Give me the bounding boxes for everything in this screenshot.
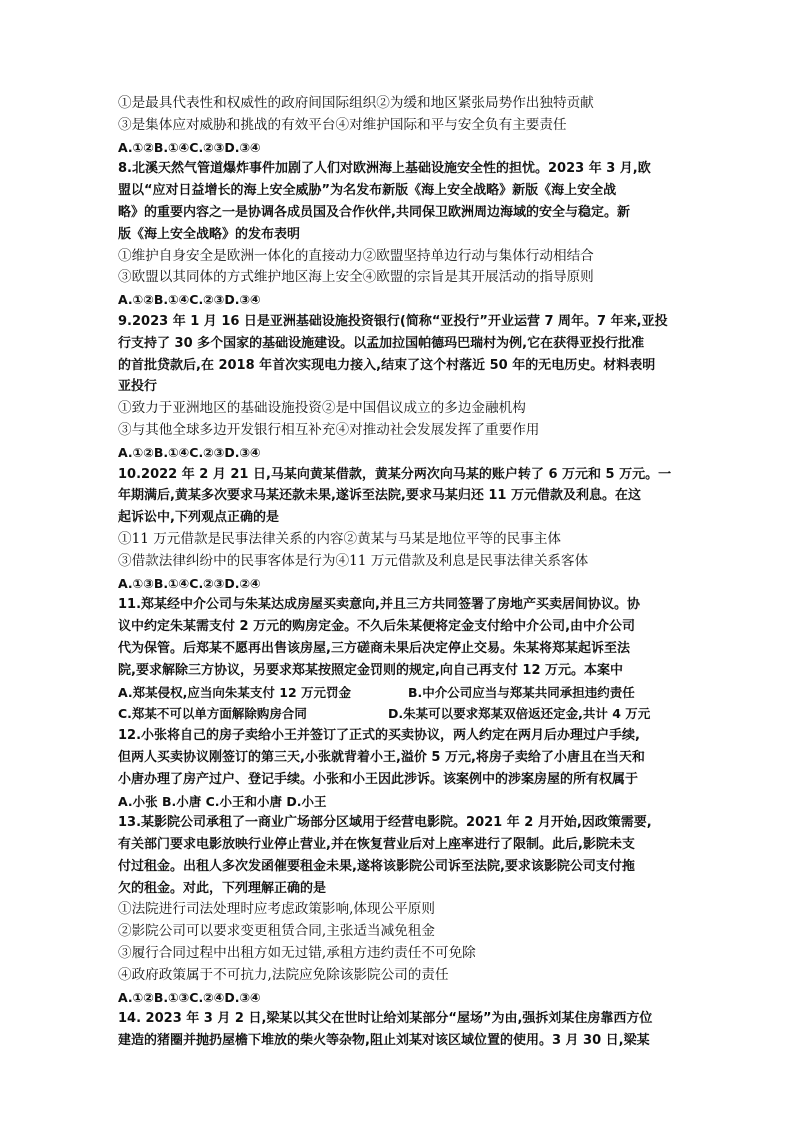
question-14: 14. 2023 年 3 月 2 日,梁某以其父在世时让给刘某部分“屋场”为由,强拆刘某住房靠西方位	[118, 1011, 653, 1027]
question-text: 议中约定朱某需支付 2 万元的购房定金。不久后朱某便将定金支付给中介公司,由中介公司	[118, 619, 636, 635]
question-12: 12.小张将自己的房子卖给小王并签订了正式的买卖协议，两人约定在两月后办理过户手续,	[118, 728, 640, 744]
option-line: ②影院公司可以要求变更租赁合同,主张适当减免租金	[118, 923, 435, 940]
question-text: 的首批贷款后,在 2018 年首次实现电力接入,结束了这个村落近 50 年的无电历史。材料表明	[118, 357, 656, 373]
option-row	[118, 703, 678, 725]
question-text: 建造的猪圈并抛扔屋檐下堆放的柴火等杂物,阻止刘某对该区域位置的使用。3 月 30 日,梁某	[118, 1033, 650, 1049]
option-line: ①11 万元借款是民事法律关系的内容②黄某与马某是地位平等的民事主体	[118, 530, 562, 547]
option-line: ③与其他全球多边开发银行相互补充④对推动社会发展发挥了重要作用	[118, 421, 540, 438]
question-text: 年期满后,黄某多次要求马某还款未果,遂诉至法院,要求马某归还 11 万元借款及利息。在这	[118, 488, 641, 504]
question-9: 9.2023 年 1 月 16 日是亚洲基础设施投资银行(简称“亚投行”开业运营 7 周年。7 年来,亚投	[118, 313, 668, 329]
question-text: 欠的租金。对此，下列理解正确的是	[118, 880, 327, 896]
answer-choices: A.小张 B.小唐 C.小王和小唐 D.小王	[118, 793, 327, 809]
option-a: A.郑某侵权,应当向朱某支付 12 万元罚金	[118, 684, 352, 700]
question-text: 盟以“应对日益增长的海上安全威胁”为名发布新版《海上安全战略》新版《海上安全战	[118, 183, 617, 199]
question-text: 行支持了 30 多个国家的基础设施建设。以孟加拉国帕德玛巴瑞村为例,它在获得亚投行批准	[118, 335, 645, 351]
answer-choices: A.①②B.①④C.②③D.③④	[118, 139, 261, 155]
answer-choices: A.①③B.①④C.②③D.②④	[118, 575, 261, 591]
option-line: ③履行合同过程中出租方如无过错,承租方违约责任不可免除	[118, 945, 476, 962]
option-line: ①是最具代表性和权威性的政府间国际组织②为缓和地区紧张局势作出独特贡献	[118, 95, 594, 111]
question-text: 院,要求解除三方协议，另要求郑某按照定金罚则的规定,向自己再支付 12 万元。本案中	[118, 662, 624, 678]
option-line: ③是集体应对威胁和挑战的有效平台④对维护国际和平与安全负有主要责任	[118, 116, 567, 133]
option-line: ③欧盟以其同体的方式维护地区海上安全④欧盟的宗旨是其开展活动的指导原则	[118, 269, 594, 286]
question-text: 小唐办理了房产过户、登记手续。小张和小王因此涉诉。该案例中的涉案房屋的所有权属于	[118, 771, 639, 787]
question-11: 11.郑某经中介公司与朱某达成房屋买卖意向,并且三方共同签署了房地产买卖居间协议。协	[118, 597, 640, 613]
exam-questions	[118, 93, 678, 1052]
question-text: 代为保管。后郑某不愿再出售该房屋,三方磋商未果后决定停止交易。朱某将郑某起诉至法	[118, 640, 630, 656]
question-text: 亚投行	[118, 379, 158, 395]
option-row	[118, 682, 678, 704]
option-d: D.朱某可以要求郑某双倍返还定金,共计 4 万元	[388, 706, 651, 722]
answer-choices: A.①②B.①④C.②③D.③④	[118, 444, 261, 460]
answer-choices: A.①②B.①③C.②④D.③④	[118, 989, 261, 1005]
option-c: C.郑某不可以单方面解除购房合同	[118, 706, 307, 722]
question-text: 版《海上安全战略》的发布表明	[118, 226, 301, 242]
option-line: ①致力于亚洲地区的基础设施投资②是中国倡议成立的多边金融机构	[118, 400, 526, 417]
question-10: 10.2022 年 2 月 21 日,马某向黄某借款，黄某分两次向马某的账户转了 6 万元和 5 万元。一	[118, 466, 672, 482]
question-text: 但两人买卖协议刚签订的第三天,小张就背着小王,溢价 5 万元,将房子卖给了小唐且在当天和	[118, 749, 645, 765]
question-text: 起诉讼中,下列观点正确的是	[118, 510, 279, 526]
option-b: B.中介公司应当与郑某共同承担违约责任	[408, 684, 635, 700]
answer-choices: A.①②B.①④C.②③D.③④	[118, 292, 261, 308]
question-text: 有关部门要求电影放映行业停止营业,并在恢复营业后对上座率进行了限制。此后,影院未支	[118, 837, 635, 853]
option-line: ①维护自身安全是欧洲一体化的直接动力②欧盟坚持单边行动与集体行动相结合	[118, 247, 594, 264]
question-13: 13.某影院公司承租了一商业广场部分区域用于经营电影院。2021 年 2 月开始,因政策需要,	[118, 815, 652, 831]
option-line: ④政府政策属于不可抗力,法院应免除该影院公司的责任	[118, 966, 449, 983]
question-8: 8.北溪天然气管道爆炸事件加剧了人们对欧洲海上基础设施安全性的担忧。2023 年 3 月,欧	[118, 161, 651, 177]
option-line: ③借款法律纠纷中的民事客体是行为④11 万元借款及利息是民事法律关系客体	[118, 552, 589, 569]
question-text: 略》的重要内容之一是协调各成员国及合作伙伴,共同保卫欧洲周边海域的安全与稳定。新	[118, 204, 630, 220]
question-text: 付过租金。出租人多次发函催要租金未果,遂将该影院公司诉至法院,要求该影院公司支付拖	[118, 858, 635, 874]
option-line: ①法院进行司法处理时应考虑政策影响,体现公平原则	[118, 901, 435, 918]
